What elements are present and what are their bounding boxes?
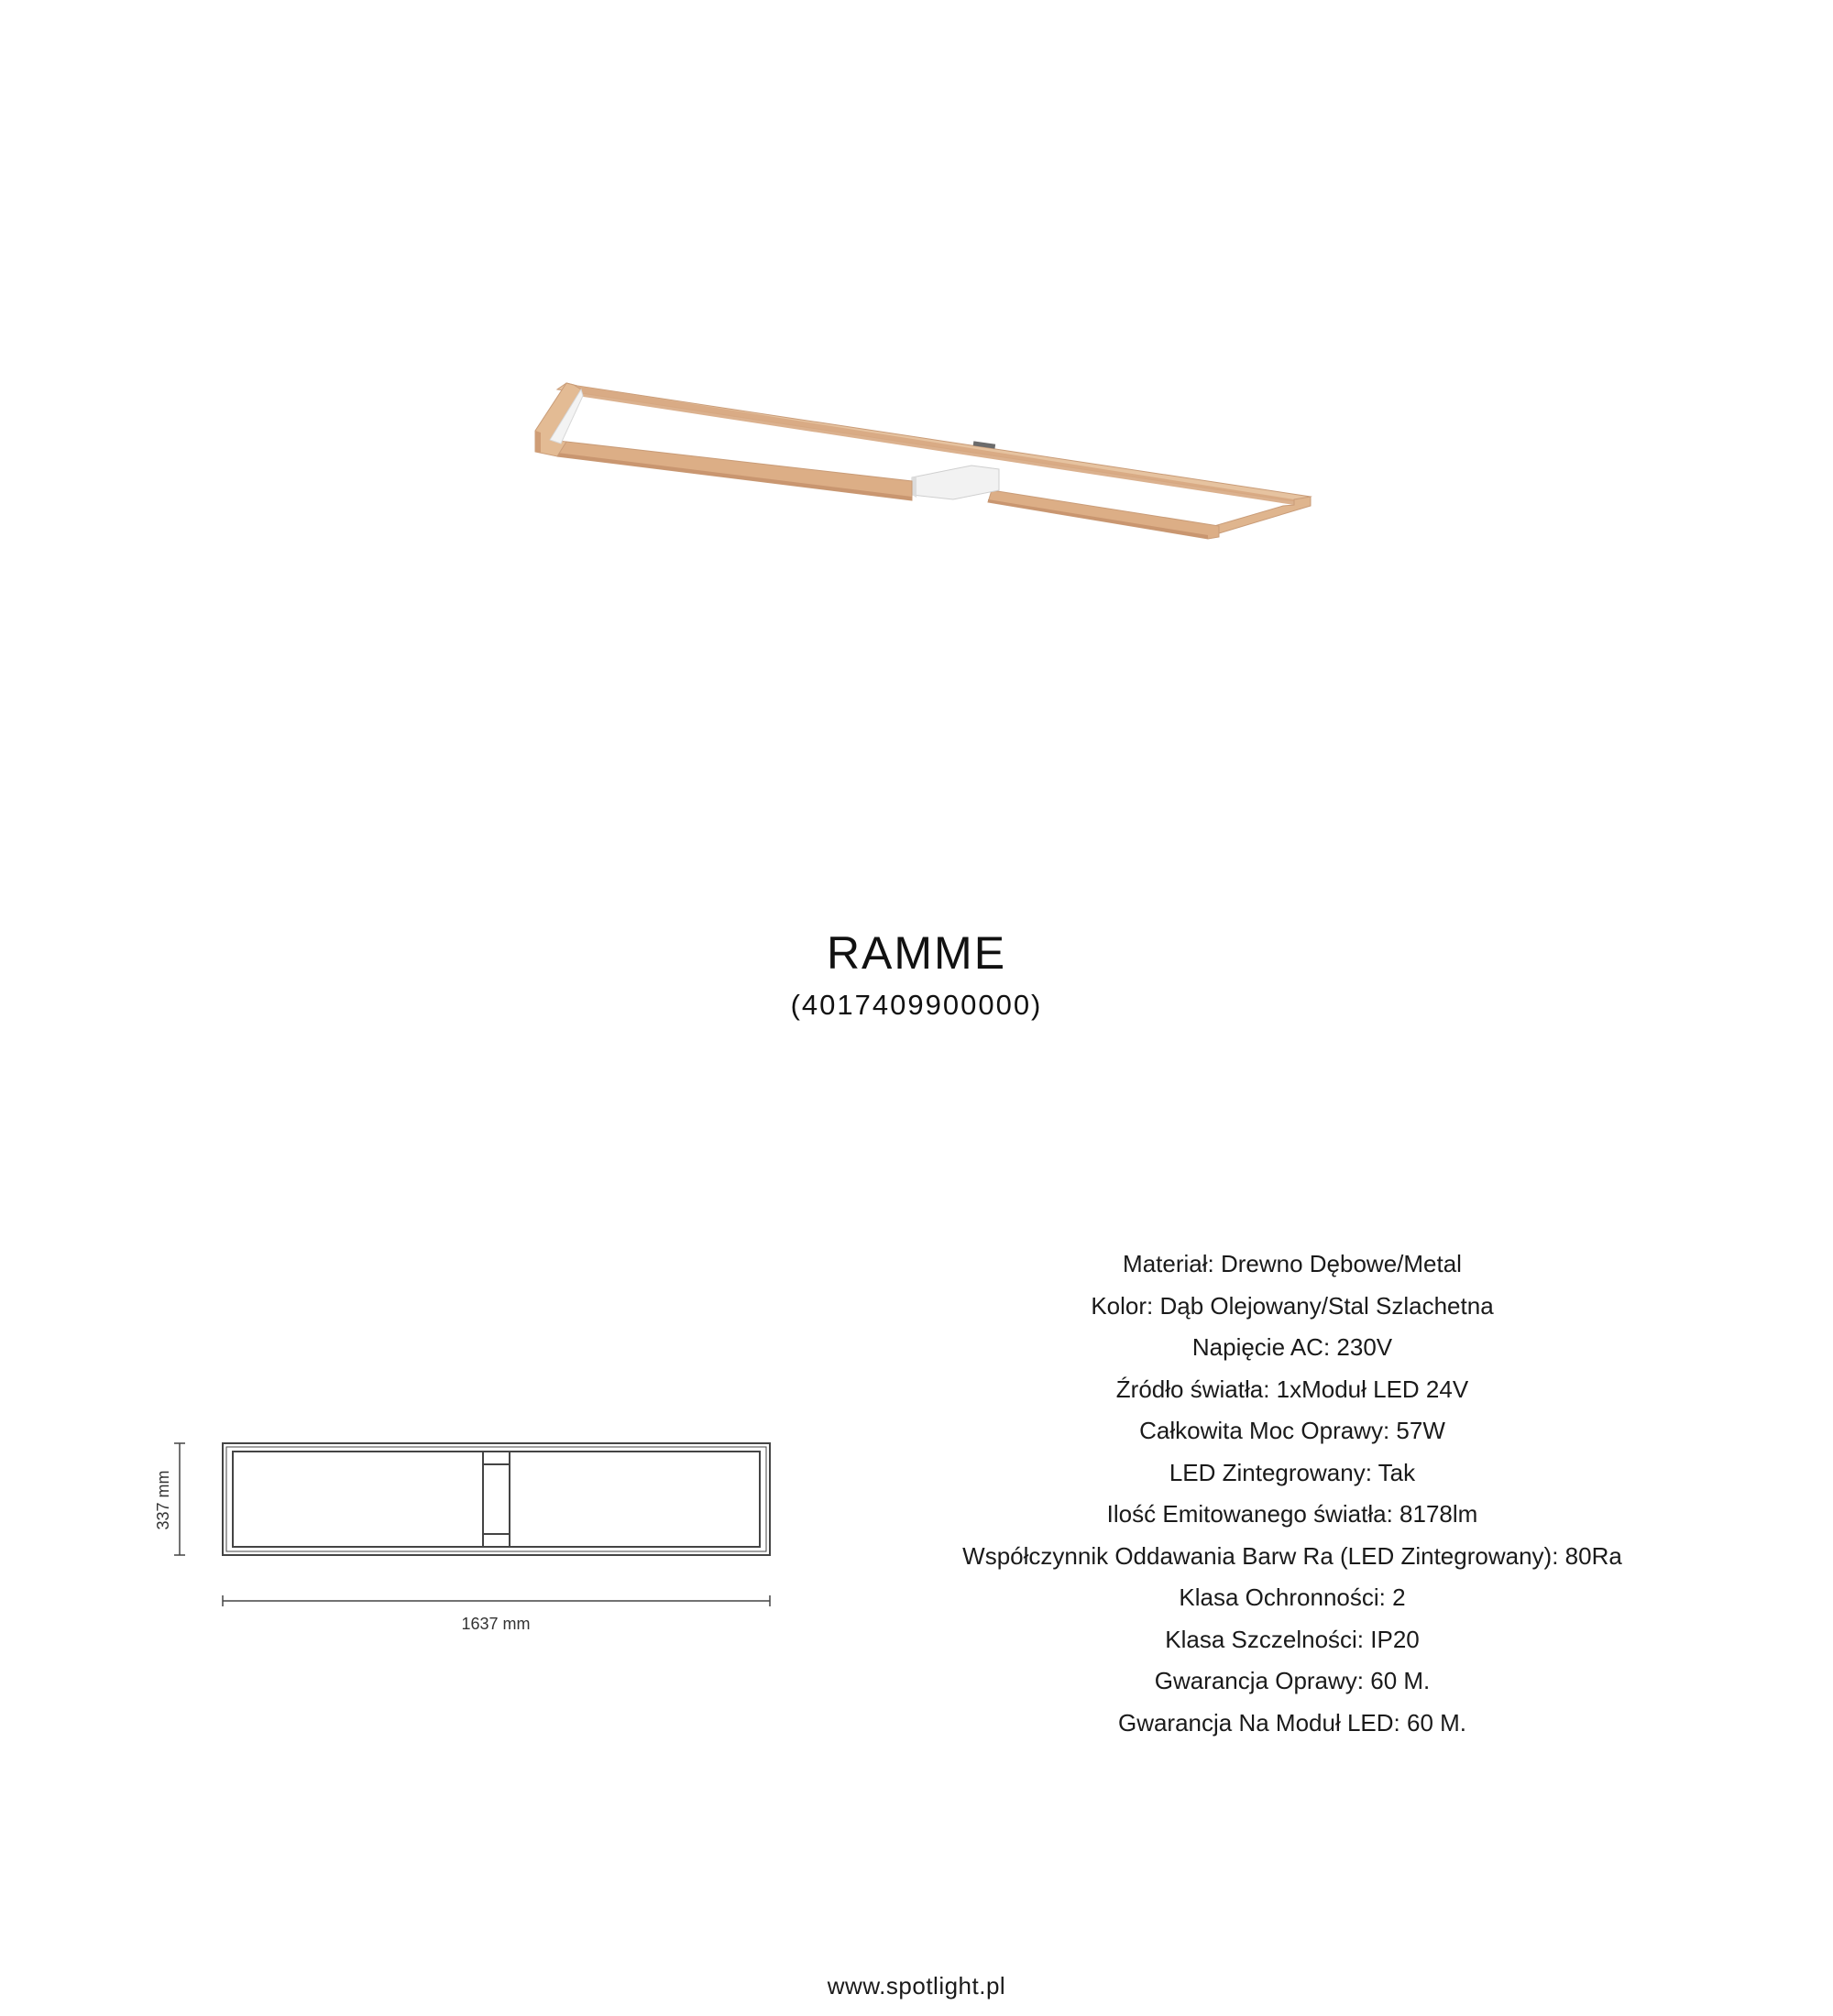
spec-item: Współczynnik Oddawania Barw Ra (LED Zintegrowany): 80Ra <box>962 1541 1622 1570</box>
width-dimension-label: 1637 mm <box>461 1615 531 1633</box>
product-code: (4017409900000) <box>790 989 1043 1021</box>
spec-list <box>916 1244 1668 1744</box>
spec-item: Gwarancja Oprawy: 60 M. <box>1154 1667 1431 1694</box>
dimension-drawing <box>142 1416 784 1636</box>
spec-item: Ilość Emitowanego światła: 8178lm <box>1106 1500 1478 1528</box>
frame-right-end <box>1208 497 1311 535</box>
drawing-outer-frame <box>223 1443 770 1555</box>
spec-item: Klasa Szczelności: IP20 <box>1165 1625 1420 1653</box>
spec-item: Całkowita Moc Oprawy: 57W <box>1139 1417 1445 1444</box>
drawing-center-module <box>483 1452 510 1547</box>
footer-url[interactable]: www.spotlight.pl <box>827 1972 1006 2000</box>
height-dimension-label: 337 mm <box>154 1470 172 1530</box>
product-name: RAMME <box>826 927 1007 979</box>
frame-center-metal-box <box>912 466 999 499</box>
spec-item: Materiał: Drewno Dębowe/Metal <box>1123 1250 1462 1277</box>
spec-item: Kolor: Dąb Olejowany/Stal Szlachetna <box>1091 1291 1494 1320</box>
spec-item: Napięcie AC: 230V <box>1191 1333 1393 1361</box>
spec-item: Gwarancja Na Moduł LED: 60 M. <box>1117 1708 1467 1737</box>
spec-item: Klasa Ochronności: 2 <box>1179 1583 1406 1611</box>
drawing-inner-frame <box>233 1452 760 1547</box>
spec-item: LED Zintegrowany: Tak <box>1169 1458 1416 1486</box>
product-image <box>513 367 1338 568</box>
spec-item: Źródło światła: 1xModuł LED 24V <box>1115 1375 1469 1403</box>
title-block <box>0 921 1833 1025</box>
